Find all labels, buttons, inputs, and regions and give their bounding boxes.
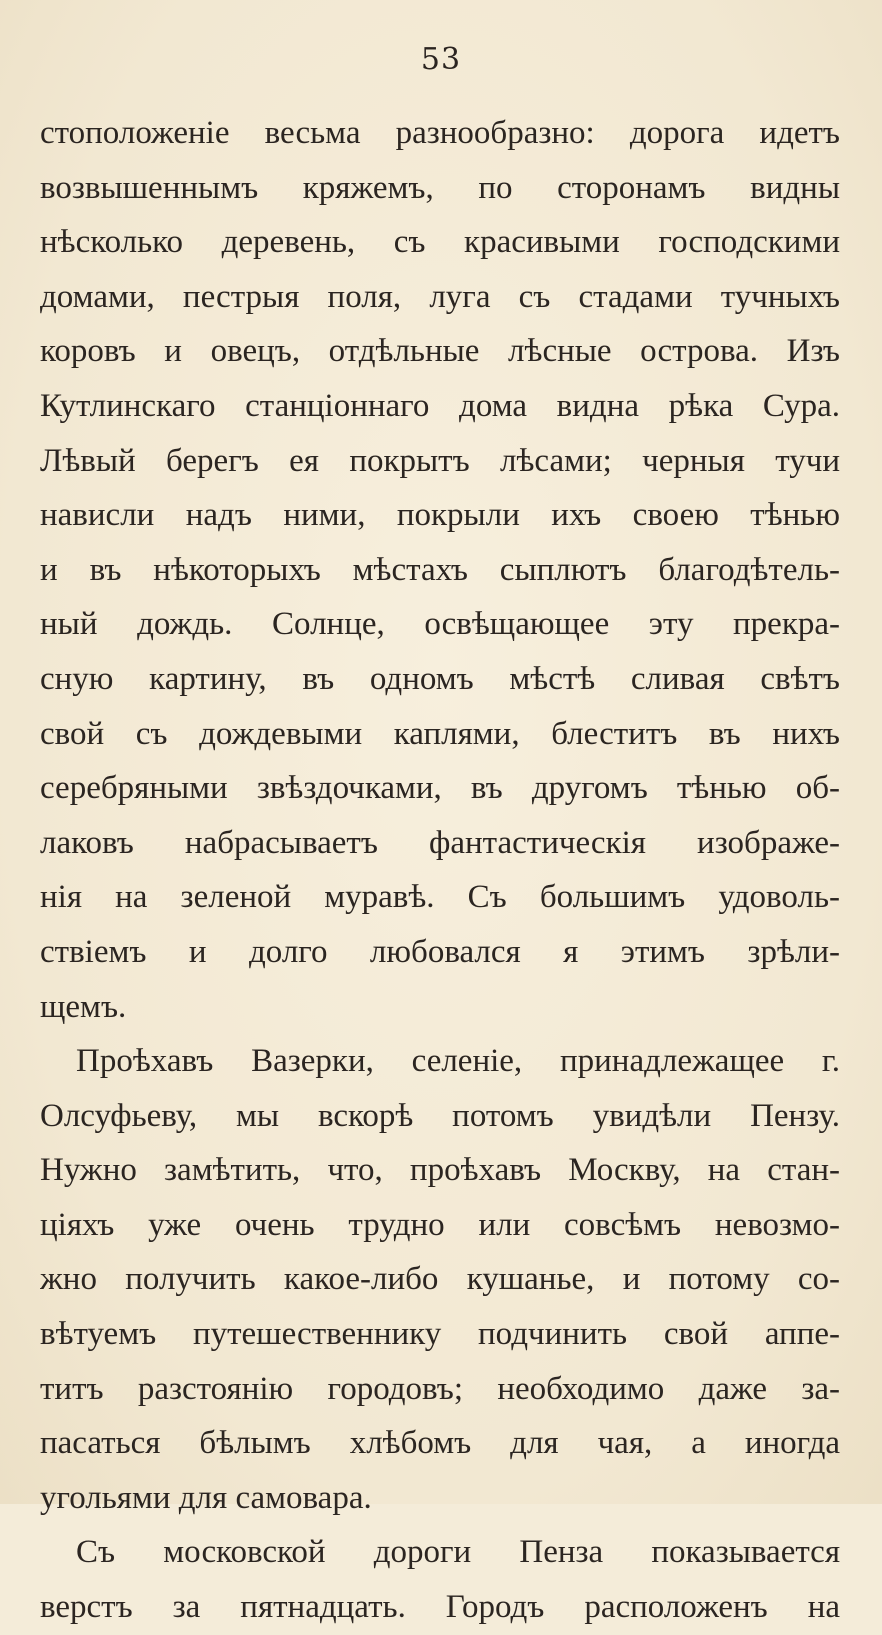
page-number: 53 [420,42,462,77]
text-line: Съ московской дороги Пенза показывается [76,1534,840,1571]
text-line: вѣтуемъ путешественнику подчинить свой аппе- [40,1316,840,1353]
body-text [40,106,840,1635]
text-line: возвышеннымъ кряжемъ, по сторонамъ видны [40,169,840,206]
text-line: верстъ за пятнадцать. Городъ расположенъ на [40,1589,840,1626]
text-line: щемъ. [40,988,127,1025]
paragraph [40,106,840,1034]
text-line: Олсуфьеву, мы вскорѣ потомъ увидѣли Пензу. [40,1097,840,1134]
text-line: свой съ дождевыми каплями, блеститъ въ нихъ [40,715,840,752]
text-line: ствіемъ и долго любовался я этимъ зрѣли- [40,933,840,970]
text-line: ціяхъ уже очень трудно или совсѣмъ невозмо- [40,1206,840,1243]
text-line: жно получить какое-либо кушанье, и потому со- [40,1261,840,1298]
paragraph [40,1034,840,1525]
text-line: пасаться бѣлымъ хлѣбомъ для чая, а иногда [40,1425,840,1462]
text-line: Проѣхавъ Вазерки, селеніе, принадлежащее г. [76,1043,840,1080]
text-line: титъ разстоянію городовъ; необходимо даже за- [40,1370,840,1407]
text-line: Кутлинскаго станціоннаго дома видна рѣка Сура. [40,387,840,424]
text-line: нависли надъ ними, покрыли ихъ своею тѣнью [40,497,840,534]
text-line: Лѣвый берегъ ея покрытъ лѣсами; черныя тучи [40,442,840,479]
text-line: стоположеніе весьма разнообразно: дорога идетъ [40,115,840,151]
text-line: серебряными звѣздочками, въ другомъ тѣнью об- [40,770,840,807]
text-line: угольями для самовара. [40,1479,372,1516]
text-line: коровъ и овецъ, отдѣльные лѣсные острова. Изъ [40,333,840,370]
text-line: Нужно замѣтить, что, проѣхавъ Москву, на стан- [40,1152,840,1189]
paragraph [40,1525,840,1634]
text-line: лаковъ набрасываетъ фантастическія изображе- [40,824,840,861]
text-line: нѣсколько деревень, съ красивыми господскими [40,224,840,261]
text-line: и въ нѣкоторыхъ мѣстахъ сыплютъ благодѣтель- [40,551,840,588]
text-line: домами, пестрыя поля, луга съ стадами тучныхъ [40,278,840,315]
text-line: ный дождь. Солнце, освѣщающее эту прекра- [40,606,840,643]
text-line: сную картину, въ одномъ мѣстѣ сливая свѣтъ [40,660,840,697]
text-line: нія на зеленой муравѣ. Съ большимъ удоволь- [40,879,840,916]
